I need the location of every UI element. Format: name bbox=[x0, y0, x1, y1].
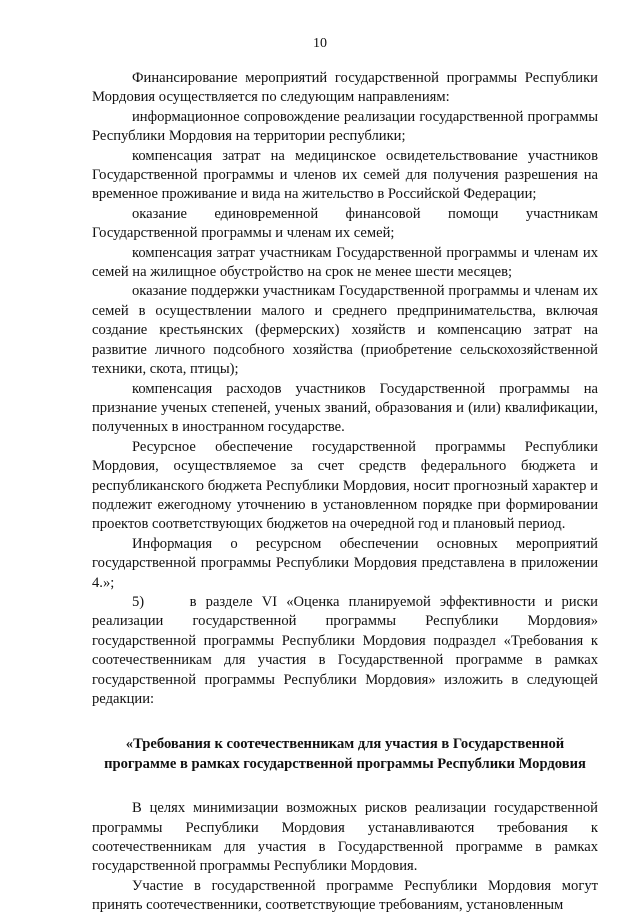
paragraph-info-support: информационное сопровождение реализации государственной программы Республики Мордовия на территории республики; bbox=[92, 108, 598, 145]
paragraph-housing-compensation: компенсация затрат участникам Государственной программы и членам их семей на жилищное обустройство на срок не менее шести месяцев; bbox=[92, 244, 598, 281]
paragraph-degree-recognition: компенсация расходов участников Государственной программы на признание ученых степеней, ученых званий, образования и (или) квалификации, полученных в иностранном государстве. bbox=[92, 380, 598, 436]
paragraph-financing-intro: Финансирование мероприятий государственной программы Республики Мордовия осуществляется по следующим направлениям: bbox=[92, 70, 598, 106]
page-number: 10 bbox=[313, 36, 327, 51]
section-title: «Требования к соотечественникам для участия в Государственной программе в рамках государственной программы Республики Мордовия bbox=[104, 736, 586, 772]
paragraph-business-support: оказание поддержки участникам Государственной программы и членам их семей в осуществлении малого и среднего предпринимательства, включая создание крестьянских (фермерских) хозяйств и компенсацию затрат на развитие личного подсобного хозяйства (приобретение сельскохозяйственной техники, скота, птицы); bbox=[92, 283, 598, 378]
paragraph-participation: Участие в государственной программе Республики Мордовия могут принять соотечественники, соответствующие требованиям, установленным bbox=[92, 877, 598, 914]
paragraph-medical-compensation: компенсация затрат на медицинское освидетельствование участников Государственной программы и членов их семей для получения разрешения на временное проживание и вида на жительство в Российской Федерации; bbox=[92, 147, 598, 203]
paragraph-section-vi-amendment: 5) в разделе VI «Оценка планируемой эффективности и риски реализации государственной программы Республики Мордовия» государственной программы Республики Мордовия подраздел «Требования к соотечественникам для участия в Государственной программе в рамках государственной программы Республики Мордовия» изложить в следующей редакции: bbox=[92, 593, 598, 707]
document-body bbox=[92, 69, 598, 916]
paragraph-resource-provision: Ресурсное обеспечение государственной программы Республики Мордовия, осуществляемое за счет средств федерального бюджета и республиканского бюджета Республики Мордовия, носит прогнозный характер и подлежит ежегодному уточнению в установленном порядке при формировании проектов соответствующих бюджетов на очередной год и плановый период. bbox=[92, 438, 598, 533]
paragraph-financial-aid: оказание единовременной финансовой помощи участникам Государственной программы и членам их семей; bbox=[92, 205, 598, 242]
paragraph-appendix-reference: Информация о ресурсном обеспечении основных мероприятий государственной программы Республики Мордовия представлена в приложении 4.»; bbox=[92, 535, 598, 591]
paragraph-risk-minimization: В целях минимизации возможных рисков реализации государственной программы Республики Мордовия устанавливаются требования к соотечественникам для участия в Государственной программе в рамках государственной программы Республики Мордовия. bbox=[92, 800, 598, 875]
